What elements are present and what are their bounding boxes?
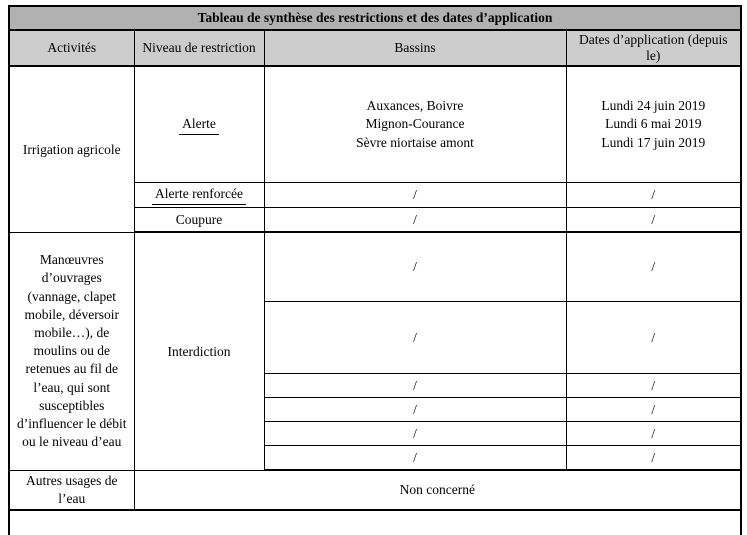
cell-basins-slash: / <box>264 302 566 374</box>
date-line: Lundi 6 mai 2019 <box>605 116 702 132</box>
table-title: Tableau de synthèse des restrictions et des dates d’application <box>9 6 741 30</box>
date-line: Lundi 17 juin 2019 <box>601 135 706 151</box>
alerte-label: Alerte <box>179 115 219 135</box>
cell-basins-coupure: / <box>264 208 566 233</box>
cell-basins-slash: / <box>264 422 566 446</box>
row-autres-usages <box>9 470 741 510</box>
cell-activity-manoeuvres: Manœuvres d’ouvrages (vannage, clapet mobile, déversoir mobile…), de moulins ou de retenues au fil de l’eau, qui sont susceptibles d’influencer le débit ou le niveau d’eau <box>9 232 134 470</box>
cell-level-coupure: Coupure <box>134 208 264 233</box>
basin-line: Mignon-Courance <box>365 116 465 132</box>
cell-activity-autres: Autres usages de l’eau <box>9 470 134 510</box>
partial-empty-cell <box>9 510 741 535</box>
cell-basins-slash: / <box>264 398 566 422</box>
basin-line: Sèvre niortaise amont <box>356 135 474 151</box>
cell-level-alerte-renforcee <box>134 183 264 208</box>
cell-dates-alerte <box>566 66 741 183</box>
row-irrigation-alerte <box>9 66 741 183</box>
basin-line: Auxances, Boivre <box>366 97 464 113</box>
table-title-row <box>9 6 741 30</box>
cell-basins-alerte-renforcee: / <box>264 183 566 208</box>
cell-non-concerne: Non concerné <box>134 470 741 510</box>
column-header-row <box>9 30 741 66</box>
col-header-bassins: Bassins <box>264 30 566 66</box>
cell-dates-slash: / <box>566 422 741 446</box>
cell-dates-slash: / <box>566 232 741 302</box>
cell-dates-slash: / <box>566 398 741 422</box>
cell-dates-slash: / <box>566 446 741 471</box>
cell-dates-slash: / <box>566 374 741 398</box>
cell-basins-slash: / <box>264 446 566 471</box>
col-header-niveau-restriction: Niveau de restriction <box>134 30 264 66</box>
cell-dates-coupure: / <box>566 208 741 233</box>
row-partial-cutoff <box>9 510 741 535</box>
alerte-renforcee-label: Alerte renforcée <box>152 185 246 205</box>
row-manoeuvres-1 <box>9 232 741 302</box>
cell-basins-slash: / <box>264 374 566 398</box>
cell-basins-slash: / <box>264 232 566 302</box>
restrictions-table <box>8 5 742 535</box>
date-line: Lundi 24 juin 2019 <box>601 97 706 113</box>
col-header-dates: Dates d’application (depuis le) <box>566 30 741 66</box>
cell-dates-alerte-renforcee: / <box>566 183 741 208</box>
cell-level-alerte <box>134 66 264 183</box>
cell-activity-irrigation: Irrigation agricole <box>9 66 134 232</box>
cell-level-interdiction: Interdiction <box>134 232 264 470</box>
col-header-activites: Activités <box>9 30 134 66</box>
cell-basins-alerte <box>264 66 566 183</box>
cell-dates-slash: / <box>566 302 741 374</box>
